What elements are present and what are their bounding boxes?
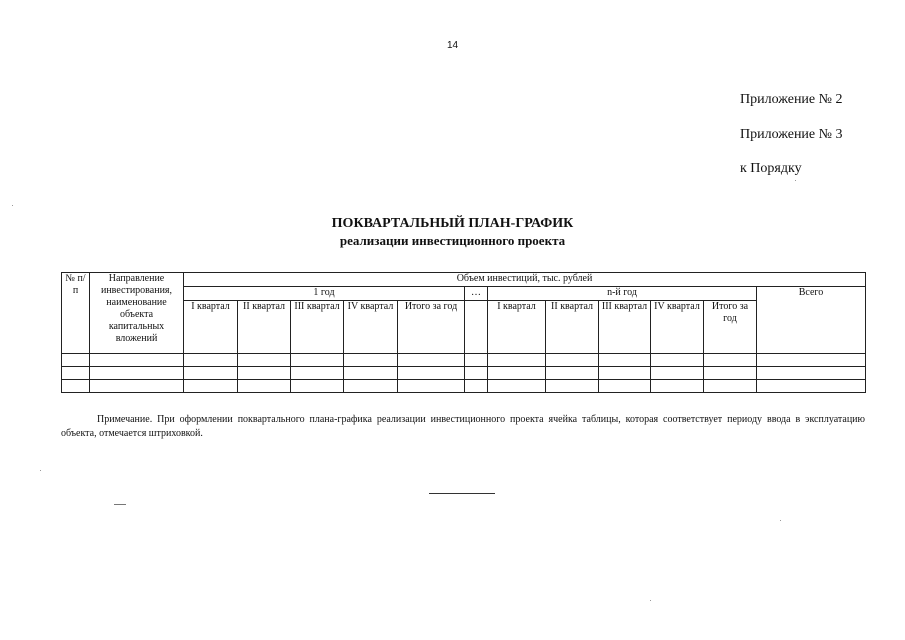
scan-artifact [780,520,781,521]
header-year-1: 1 год [184,287,465,301]
header-y1-q4: IV квартал [344,301,398,354]
investment-schedule-table [61,272,866,393]
header-y1-total: Итого за год [398,301,465,354]
header-ellipsis-cell [465,301,488,354]
appendix-line-2: Приложение № 3 [740,127,843,142]
scan-artifact [40,470,41,471]
appendix-line-3: к Порядку [740,161,802,176]
header-ellipsis: … [465,287,488,301]
header-y1-q3: III квартал [291,301,344,354]
header-row-number: № п/п [62,273,90,354]
scan-artifact [114,504,126,505]
page-number: 14 [446,40,459,51]
table-row [62,367,866,380]
header-y1-q1: I квартал [184,301,238,354]
header-yn-q1: I квартал [488,301,546,354]
header-year-n: n-й год [488,287,757,301]
scan-artifact [12,205,13,206]
document-title: ПОКВАРТАЛЬНЫЙ ПЛАН-ГРАФИК [331,216,574,231]
appendix-line-1: Приложение № 2 [740,92,843,107]
header-total: Всего [757,287,866,354]
header-yn-q2: II квартал [546,301,599,354]
table-note: Примечание. При оформлении поквартального плана-графика реализации инвестиционного проекта ячейка таблицы, которая соответствует периоду ввода в эксплуатацию объекта, отмечается штриховкой. [61,414,865,439]
header-direction: Направление инвестирования, наименование объекта капитальных вложений [90,273,184,354]
header-yn-q4: IV квартал [651,301,704,354]
header-yn-q3: III квартал [599,301,651,354]
document-subtitle: реализации инвестиционного проекта [339,233,566,248]
end-of-document-rule [429,493,495,494]
header-investment-volume: Объем инвестиций, тыс. рублей [184,273,866,287]
table-row [62,354,866,367]
header-yn-total: Итого за год [704,301,757,354]
header-y1-q2: II квартал [238,301,291,354]
scan-artifact [795,180,796,181]
scan-artifact [650,600,651,601]
table-row [62,380,866,393]
